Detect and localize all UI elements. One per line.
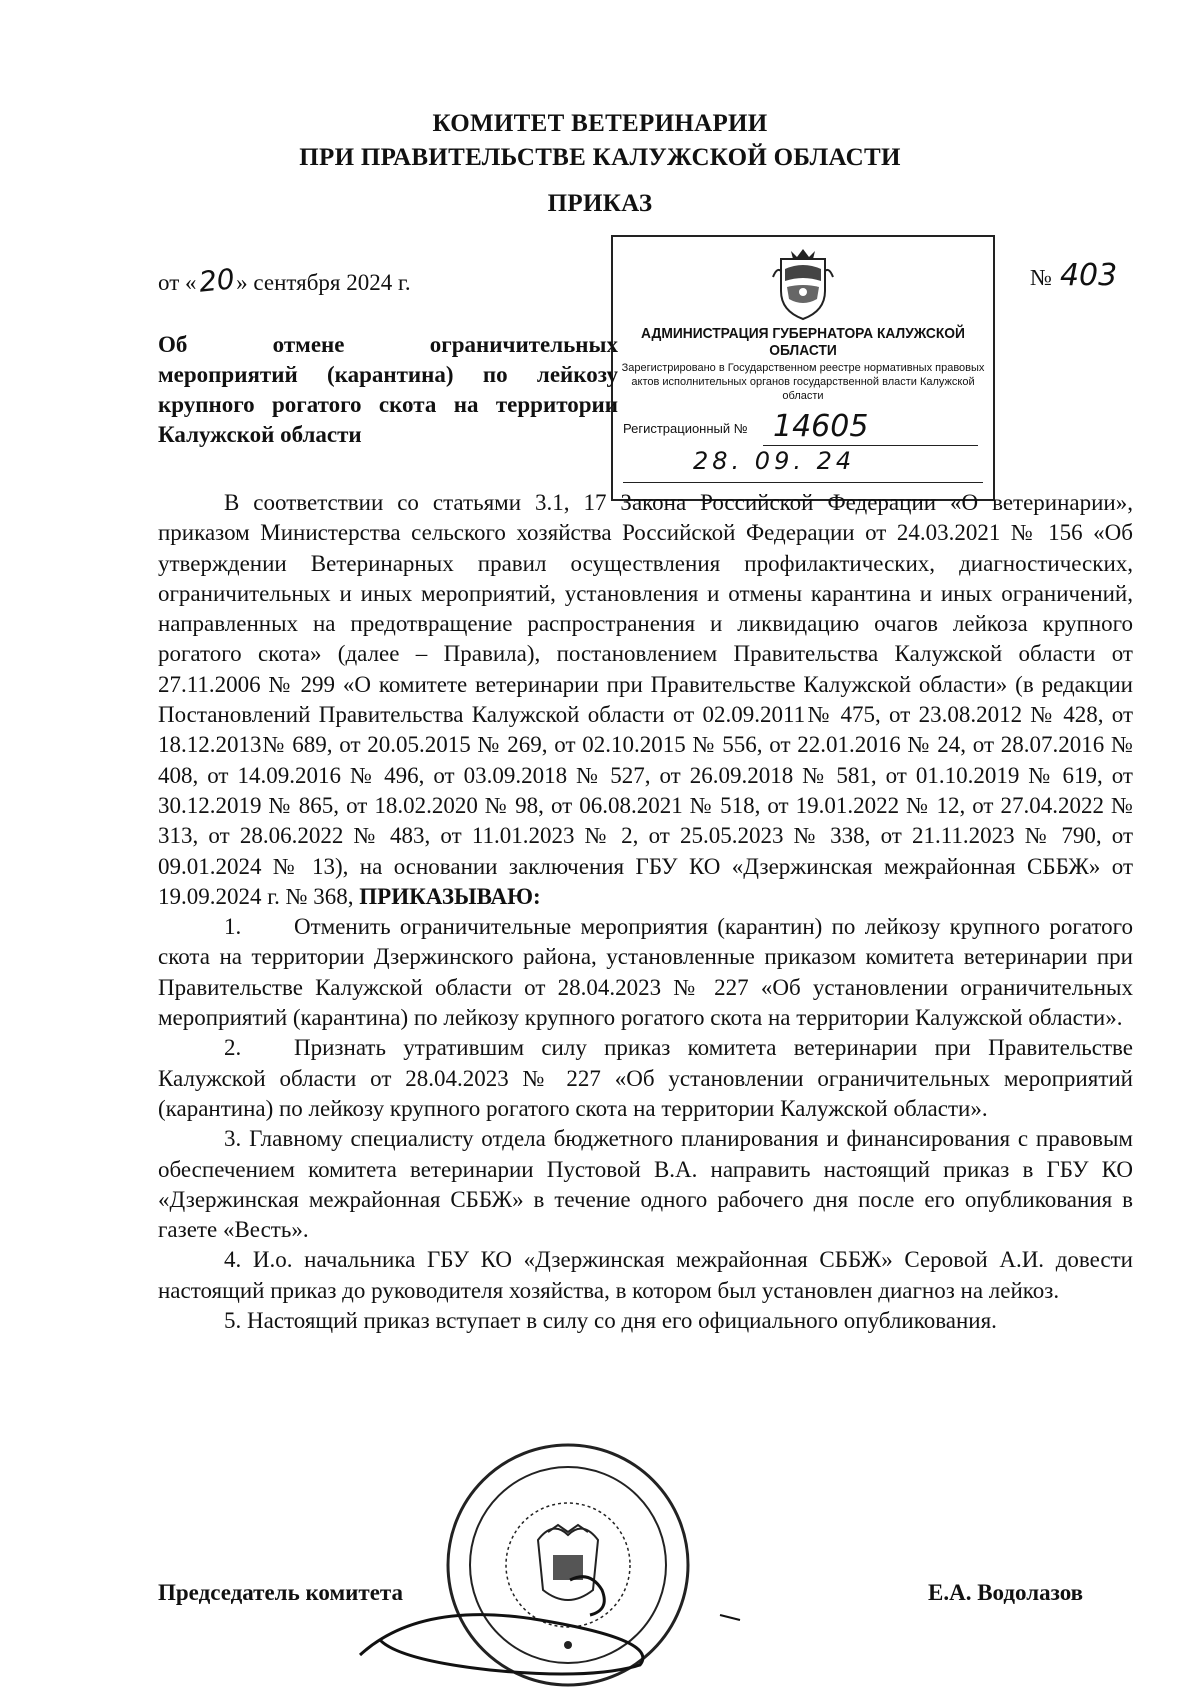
order-body [158, 488, 1133, 1336]
subject-line: Об отмене ограничительных [158, 332, 618, 357]
stamp-underline [763, 445, 978, 446]
subject-line: мероприятий (карантина) по лейкозу [158, 362, 618, 387]
handwritten-signature [340, 1560, 760, 1680]
item-number: 1. [224, 914, 242, 940]
order-item-2 [158, 1033, 1133, 1124]
registration-stamp [611, 235, 995, 501]
order-item-3: 3. Главному специалисту отдела бюджетного планирования и финансирования с правовым обеспечением комитета ветеринарии Пустовой В.А. направить настоящий приказ в ГБУ КО «Дзержинская межрайонная СББЖ» в течение одного рабочего дня после его опубликования в газете «Весть». [158, 1126, 1133, 1243]
order-item-4: 4. И.о. начальника ГБУ КО «Дзержинская межрайонная СББЖ» Серовой А.И. довести настоящий приказ до руководителя хозяйства, в котором был установлен диагноз на лейкоз. [158, 1247, 1133, 1303]
header-org-line1: КОМИТЕТ ВЕТЕРИНАРИИ [432, 110, 768, 137]
item-text: Отменить ограничительные мероприятия (карантин) по лейкозу крупного рогатого скота на территории Дзержинского района, установленные приказом комитета ветеринарии при Правительстве Калужской области от 28.04.2023 № 227 «Об установлении ограничительных мероприятий (карантина) по лейкозу крупного рогатого скота на территории Калужской области». [158, 914, 1133, 1031]
order-number [1030, 258, 1117, 293]
stamp-note: Зарегистрировано в Государственном реестре нормативных правовых актов исполнительных органов государственной власти Калужской области [621, 362, 985, 402]
document-type: ПРИКАЗ [547, 190, 653, 217]
preamble-paragraph [158, 488, 1133, 912]
date-day-handwritten: 20 [196, 262, 236, 299]
number-label: № [1030, 265, 1052, 290]
stamp-reg-label: Регистрационный № [623, 421, 748, 436]
stamp-reg-number: 14605 [773, 409, 869, 444]
order-item-5: 5. Настоящий приказ вступает в силу со дня его официального опубликования. [224, 1308, 997, 1334]
subject-line: Калужской области [158, 422, 362, 447]
item-number: 2. [224, 1035, 242, 1061]
coat-of-arms-icon [771, 247, 835, 321]
signatory-name: Е.А. Водолазов [928, 1580, 1084, 1605]
date-suffix: » сентября 2024 г. [236, 270, 411, 295]
stamp-date-underline [623, 482, 983, 483]
preamble-text: В соответствии со статьями 3.1, 17 Закона Российской Федерации «О ветеринарии», приказом Министерства сельского хозяйства Российской Федерации от 24.03.2021 № 156 «Об утверждении Ветеринарных правил осуществления профилактических, диагностических, ограничительных и иных мероприятий, установления и отмены карантина и иных ограничений, направленных на предотвращение распространения и ликвидацию очагов лейкоза крупного рогатого скота» (далее – Правила), постановлением Правительства Калужской области от 27.11.2006 № 299 «О комитете ветеринарии при Правительстве Калужской области» (в редакции Постановлений Правительства Калужской области от 02.09.2011№ 475, от 23.08.2012 № 428, от 18.12.2013№ 689, от 20.05.2015 № 269, от 02.10.2015 № 556, от 22.01.2016 № 24, от 28.07.2016 № 408, от 14.09.2016 № 496, от 03.09.2018 № 527, от 26.09.2018 № 581, от 01.10.2019 № 619, от 30.12.2019 № 865, от 18.02.2020 № 98, от 06.08.2021 № 518, от 19.01.2022 № 12, от 27.04.2022 № 313, от 28.06.2022 № 483, от 11.01.2023 № 2, от 25.05.2023 № 338, от 21.11.2023 № 790, от 09.01.2024 № 13), на основании заключения ГБУ КО «Дзержинская межрайонная СББЖ» от 19.09.2024 г. № 368, [158, 490, 1133, 909]
header-org-line2: ПРИ ПРАВИТЕЛЬСТВЕ КАЛУЖСКОЙ ОБЛАСТИ [299, 144, 901, 171]
date-prefix: от « [158, 270, 197, 295]
signatory-title: Председатель комитета [158, 1580, 403, 1605]
stamp-org-name: АДМИНИСТРАЦИЯ ГУБЕРНАТОРА КАЛУЖСКОЙ ОБЛАСТИ [641, 325, 965, 359]
order-date [158, 264, 411, 297]
subject-line: крупного рогатого скота на территории [158, 392, 618, 417]
order-word: ПРИКАЗЫВАЮ: [359, 883, 541, 909]
number-value-handwritten: 403 [1059, 258, 1118, 293]
order-item-1 [158, 912, 1133, 1033]
stamp-reg-date: 28. 09. 24 [693, 447, 856, 475]
order-subject [158, 330, 618, 450]
item-text: Признать утратившим силу приказ комитета ветеринарии при Правительстве Калужской области от 28.04.2023 № 227 «Об установлении ограничительных мероприятий (карантина) по лейкозу крупного рогатого скота на территории Калужской области». [158, 1035, 1133, 1121]
